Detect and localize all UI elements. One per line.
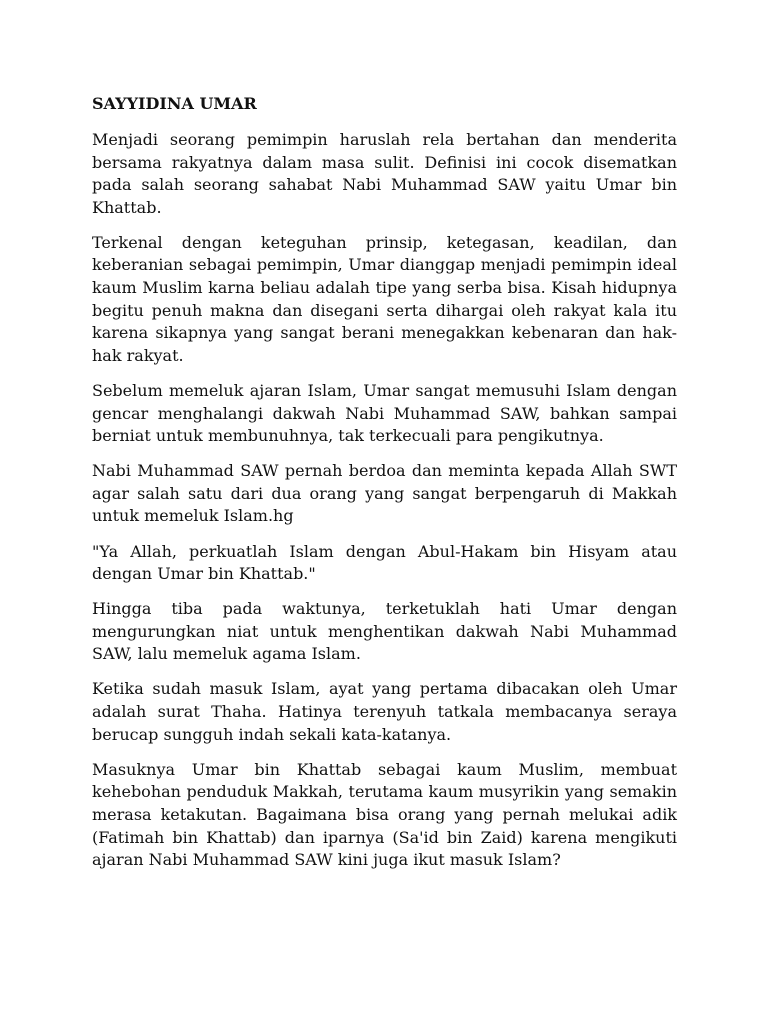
paragraph-2: Terkenal dengan keteguhan prinsip, ketegasan, keadilan, dan keberanian sebagai pemimpin, Umar dianggap menjadi pemimpin ideal kaum Muslim karna beliau adalah tipe yang serba bisa. Kisah hidupnya begitu penuh makna dan disegani serta dihargai oleh rakyat kala itu karena sikapnya yang sangat berani menegakkan kebenaran dan hak-hak rakyat. <box>92 232 677 365</box>
document-body <box>92 93 677 884</box>
paragraph-4: Nabi Muhammad SAW pernah berdoa dan meminta kepada Allah SWT agar salah satu dari dua orang yang sangat berpengaruh di Makkah untuk memeluk Islam.hg <box>92 461 677 526</box>
paragraph-5-quote: "Ya Allah, perkuatlah Islam dengan Abul-Hakam bin Hisyam atau dengan Umar bin Khattab." <box>92 541 677 584</box>
paragraph-3: Sebelum memeluk ajaran Islam, Umar sangat memusuhi Islam dengan gencar menghalangi dakwah Nabi Muhammad SAW, bahkan sampai berniat untuk membunuhnya, tak terkecuali para pengikutnya. <box>92 380 677 446</box>
paragraph-8: Masuknya Umar bin Khattab sebagai kaum Muslim, membuat kehebohan penduduk Makkah, terutama kaum musyrikin yang semakin merasa ketakutan. Bagaimana bisa orang yang pernah melukai adik (Fatimah bin Khattab) dan iparnya (Sa'id bin Zaid) karena mengikuti ajaran Nabi Muhammad SAW kini juga ikut masuk Islam? <box>92 759 677 870</box>
paragraph-7: Ketika sudah masuk Islam, ayat yang pertama dibacakan oleh Umar adalah surat Thaha. Hatinya terenyuh tatkala membacanya seraya berucap sungguh indah sekali kata-katanya. <box>92 679 677 744</box>
document-title: SAYYIDINA UMAR <box>92 94 257 113</box>
paragraph-6: Hingga tiba pada waktunya, terketuklah hati Umar dengan mengurungkan niat untuk menghentikan dakwah Nabi Muhammad SAW, lalu memeluk agama Islam. <box>92 599 677 664</box>
paragraph-1: Menjadi seorang pemimpin haruslah rela bertahan dan menderita bersama rakyatnya dalam masa sulit. Definisi ini cocok disematkan pada salah seorang sahabat Nabi Muhammad SAW yaitu Umar bin Khattab. <box>92 130 677 217</box>
